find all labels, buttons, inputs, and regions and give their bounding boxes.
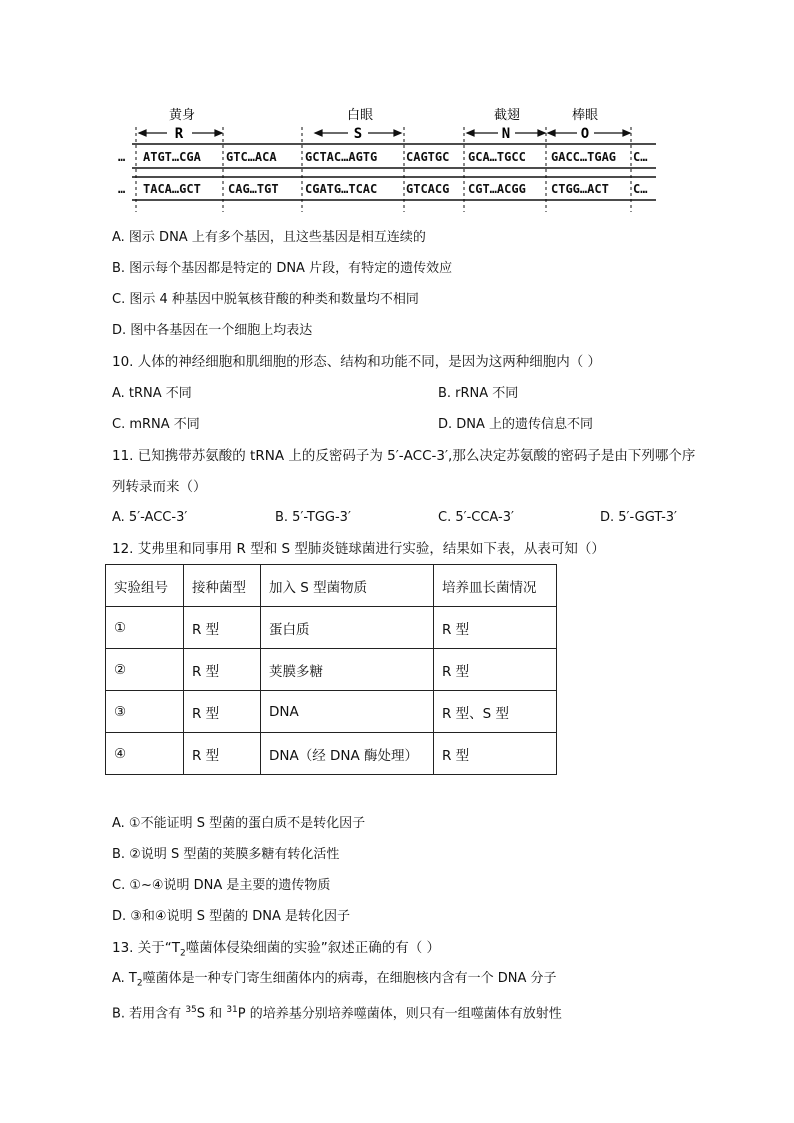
q11-option-a[interactable]: A. 5′-ACC-3′ xyxy=(112,510,188,525)
q12-option-a[interactable]: A. ①不能证明 S 型菌的蛋白质不是转化因子 xyxy=(112,816,366,831)
q13-option-a-sub: 2 xyxy=(136,978,143,989)
q12-stem: 12. 艾弗里和同事用 R 型和 S 型肺炎链球菌进行实验，结果如下表，从表可知（） xyxy=(112,541,605,557)
table-cell: R 型 xyxy=(184,649,261,691)
top-seq-1: ATGT…CGA xyxy=(143,150,201,164)
q11-stem-line1: 11. 已知携带苏氨酸的 tRNA 上的反密码子为 5′-ACC-3′,那么决定苏氨酸的密码子是由下列哪个序 xyxy=(112,448,696,464)
gene-name-bangyan: 棒眼 xyxy=(571,108,599,123)
table-cell: DNA（经 DNA 酶处理） xyxy=(261,733,434,775)
table-cell: ② xyxy=(106,649,184,691)
top-seq-5: GCA…TGCC xyxy=(468,150,526,164)
q13-option-b-pre: B. 若用含有 xyxy=(112,1006,186,1022)
q13-stem xyxy=(112,939,440,963)
q11-option-c[interactable]: C. 5′-CCA-3′ xyxy=(438,510,514,525)
q10-stem: 10. 人体的神经细胞和肌细胞的形态、结构和功能不同，是因为这两种细胞内（ ） xyxy=(112,354,602,370)
dna-gene-diagram xyxy=(112,100,672,215)
q12-option-b[interactable]: B. ②说明 S 型菌的荚膜多糖有转化活性 xyxy=(112,847,340,862)
q11-option-b[interactable]: B. 5′-TGG-3′ xyxy=(275,510,351,525)
q13-stem-sub: 2 xyxy=(180,948,186,959)
q12-option-c[interactable]: C. ①~④说明 DNA 是主要的遗传物质 xyxy=(112,878,331,893)
table-row xyxy=(106,607,557,649)
table-header-cell: 实验组号 xyxy=(106,565,184,607)
top-seq-6: GACC…TGAG xyxy=(551,150,617,164)
bottom-seq-2: CAG…TGT xyxy=(228,182,279,196)
bottom-seq-end: C… xyxy=(633,182,648,196)
q9-option-a[interactable]: A. 图示 DNA 上有多个基因，且这些基因是相互连续的 xyxy=(112,230,426,245)
q13-option-b-post: P 的培养基分别培养噬菌体，则只有一组噬菌体有放射性 xyxy=(237,1006,562,1022)
bottom-strand-left-dots: … xyxy=(118,182,126,196)
top-seq-end: C… xyxy=(633,150,648,164)
bottom-seq-4: GTCACG xyxy=(406,182,450,196)
q13-option-b-sup2: 31 xyxy=(226,1005,238,1015)
q10-option-a[interactable]: A. tRNA 不同 xyxy=(112,386,192,401)
q11-stem-line2: 列转录而来（） xyxy=(112,479,207,495)
q12-option-d[interactable]: D. ③和④说明 S 型菌的 DNA 是转化因子 xyxy=(112,909,350,924)
table-cell: R 型、S 型 xyxy=(434,691,557,733)
q9-option-c[interactable]: C. 图示 4 种基因中脱氧核苷酸的种类和数量均不相同 xyxy=(112,292,419,307)
bottom-seq-3: CGATG…TCAC xyxy=(305,182,378,196)
q12-result-table xyxy=(105,564,557,775)
table-cell: ③ xyxy=(106,691,184,733)
gene-symbol-o: O xyxy=(580,126,590,142)
q13-option-a-post: 噬菌体是一种专门寄生细菌体内的病毒，在细胞核内含有一个 DNA 分子 xyxy=(142,971,557,986)
gene-symbol-r: R xyxy=(174,126,184,142)
top-seq-4: CAGTGC xyxy=(406,150,450,164)
q9-option-b[interactable]: B. 图示每个基因都是特定的 DNA 片段，有特定的遗传效应 xyxy=(112,261,453,276)
table-cell: R 型 xyxy=(434,733,557,775)
table-row xyxy=(106,733,557,775)
q10-option-b[interactable]: B. rRNA 不同 xyxy=(438,386,519,401)
q13-stem-pre: 13. 关于“T xyxy=(112,940,181,956)
q13-option-a[interactable] xyxy=(112,970,557,993)
q10-option-d[interactable]: D. DNA 上的遗传信息不同 xyxy=(438,417,594,432)
table-cell: DNA xyxy=(261,691,434,733)
bottom-seq-5: CGT…ACGG xyxy=(468,182,526,196)
table-cell: 荚膜多糖 xyxy=(261,649,434,691)
table-cell: R 型 xyxy=(184,733,261,775)
table-cell: R 型 xyxy=(434,607,557,649)
top-seq-2: GTC…ACA xyxy=(226,150,277,164)
top-strand-left-dots: … xyxy=(118,150,126,164)
table-cell: ① xyxy=(106,607,184,649)
q13-option-b-sup1: 35 xyxy=(185,1005,197,1015)
gene-symbol-n: N xyxy=(501,126,511,142)
table-cell: ④ xyxy=(106,733,184,775)
table-cell: R 型 xyxy=(184,607,261,649)
q13-option-a-pre: A. T xyxy=(112,971,137,986)
table-header-cell: 接种菌型 xyxy=(184,565,261,607)
q13-option-b-mid: S 和 xyxy=(196,1006,227,1022)
q10-option-c[interactable]: C. mRNA 不同 xyxy=(112,417,200,432)
table-row xyxy=(106,649,557,691)
gene-range-arrows xyxy=(139,130,630,136)
table-header-cell: 培养皿长菌情况 xyxy=(434,565,557,607)
gene-symbol-s: S xyxy=(353,126,363,142)
q9-option-d[interactable]: D. 图中各基因在一个细胞上均表达 xyxy=(112,323,313,338)
table-cell: R 型 xyxy=(434,649,557,691)
q13-option-b[interactable] xyxy=(112,1001,562,1023)
gene-name-baiyan: 白眼 xyxy=(346,108,374,123)
bottom-seq-1: TACA…GCT xyxy=(143,182,201,196)
q13-stem-post: 噬菌体侵染细菌的实验”叙述正确的有（ ） xyxy=(185,940,441,956)
table-header-row xyxy=(106,565,557,607)
gene-name-jiechi: 截翅 xyxy=(493,108,521,123)
table-cell: 蛋白质 xyxy=(261,607,434,649)
table-row xyxy=(106,691,557,733)
table-header-cell: 加入 S 型菌物质 xyxy=(261,565,434,607)
q11-option-d[interactable]: D. 5′-GGT-3′ xyxy=(600,510,678,525)
table-cell: R 型 xyxy=(184,691,261,733)
top-seq-3: GCTAC…AGTG xyxy=(305,150,378,164)
bottom-seq-6: CTGG…ACT xyxy=(551,182,609,196)
gene-name-huangshen: 黄身 xyxy=(168,108,196,123)
